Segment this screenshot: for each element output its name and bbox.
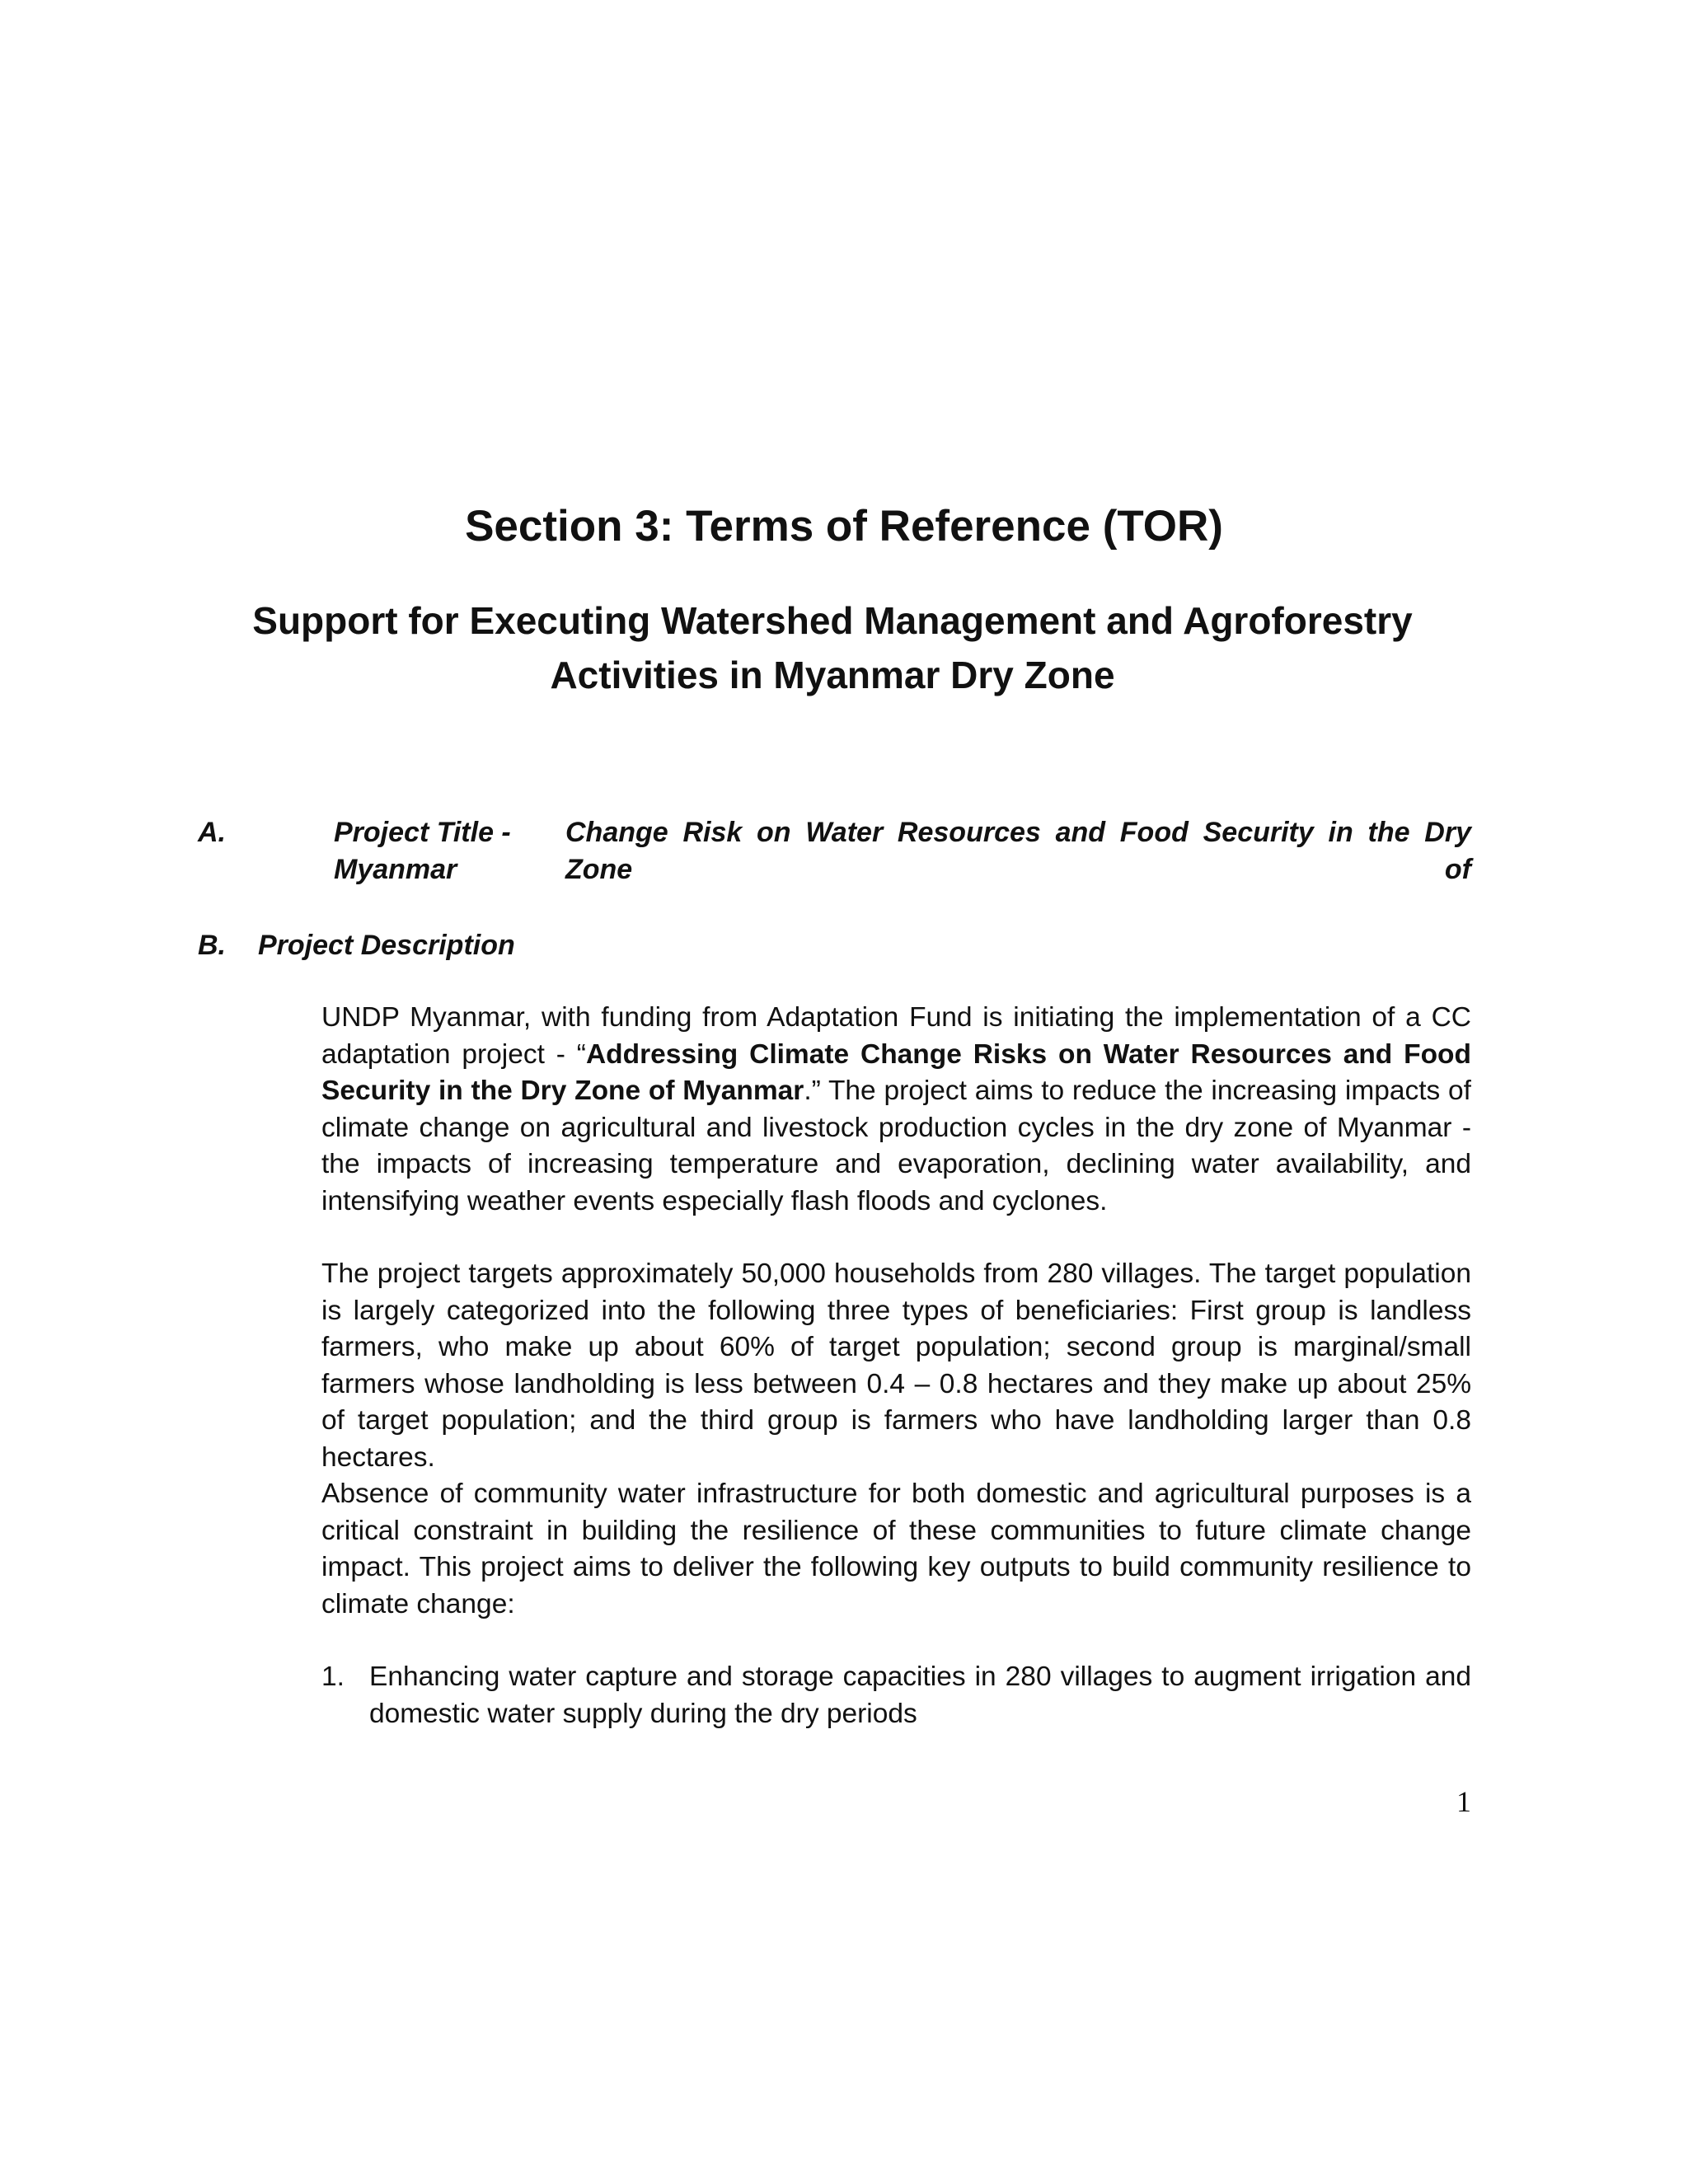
- paragraph-key-outputs: Absence of community water infrastructure for both domestic and agricultural purposes is a critical constraint in building the resilience of these communities to future climate change impact. This project aims to deliver the following key outputs to build community resilience to climate change:: [321, 1479, 1471, 1619]
- paragraph-1-end: .” The project aims to reduce the increasing impacts of climate change on agricultural and livestock production cycles in the dry zone of Myanmar - the impacts of increasing temperature and evaporation, declining water availability, and intensifying weather events especially flash floods and cyclones.: [321, 1076, 1471, 1216]
- list-item-text: Enhancing water capture and storage capacities in 280 villages to augment irrigation and domestic water supply during the dry periods: [369, 1661, 1471, 1729]
- paragraph-project-intro: [321, 1000, 1471, 1220]
- subtitle-line-1: Support for Executing Watershed Management and Agroforestry: [252, 599, 1413, 642]
- section-title: Section 3: Terms of Reference (TOR): [465, 502, 1223, 551]
- project-title-value: Change Risk on Water Resources and Food Security in the Dry Zone of: [565, 817, 1471, 885]
- paragraph-target-population: The project targets approximately 50,000 households from 280 villages. The target population is largely categorized into the following three types of beneficiaries: First group is landless farmers, who make up about 60% of target population; second group is marginal/small farmers whose landholding is less between 0.4 – 0.8 hectares and they make up about 25% of target population; and the third group is farmers who have landholding larger than 0.8 hectares.: [321, 1258, 1471, 1473]
- item-b-letter: B.: [198, 930, 226, 961]
- item-a-letter: A.: [198, 817, 226, 848]
- project-description-label: Project Description: [258, 930, 515, 961]
- project-description-heading: [198, 927, 515, 964]
- document-subtitle: [214, 593, 1451, 702]
- list-item-number: 1.: [321, 1661, 345, 1692]
- project-title-label: Project Title -: [334, 817, 511, 848]
- project-full-name: Addressing Climate Change Risks on Water Resources and Food Security in the Dry Zone of Myanmar: [321, 1038, 1471, 1106]
- paragraph-1-start: UNDP Myanmar, with funding from Adaptation Fund is initiating the implementation of a CC adaptation project - “: [321, 1002, 1471, 1070]
- page-number: 1: [1456, 1785, 1471, 1818]
- subtitle-line-2: Activities in Myanmar Dry Zone: [550, 654, 1115, 696]
- project-title-value-continued: Myanmar: [334, 854, 457, 885]
